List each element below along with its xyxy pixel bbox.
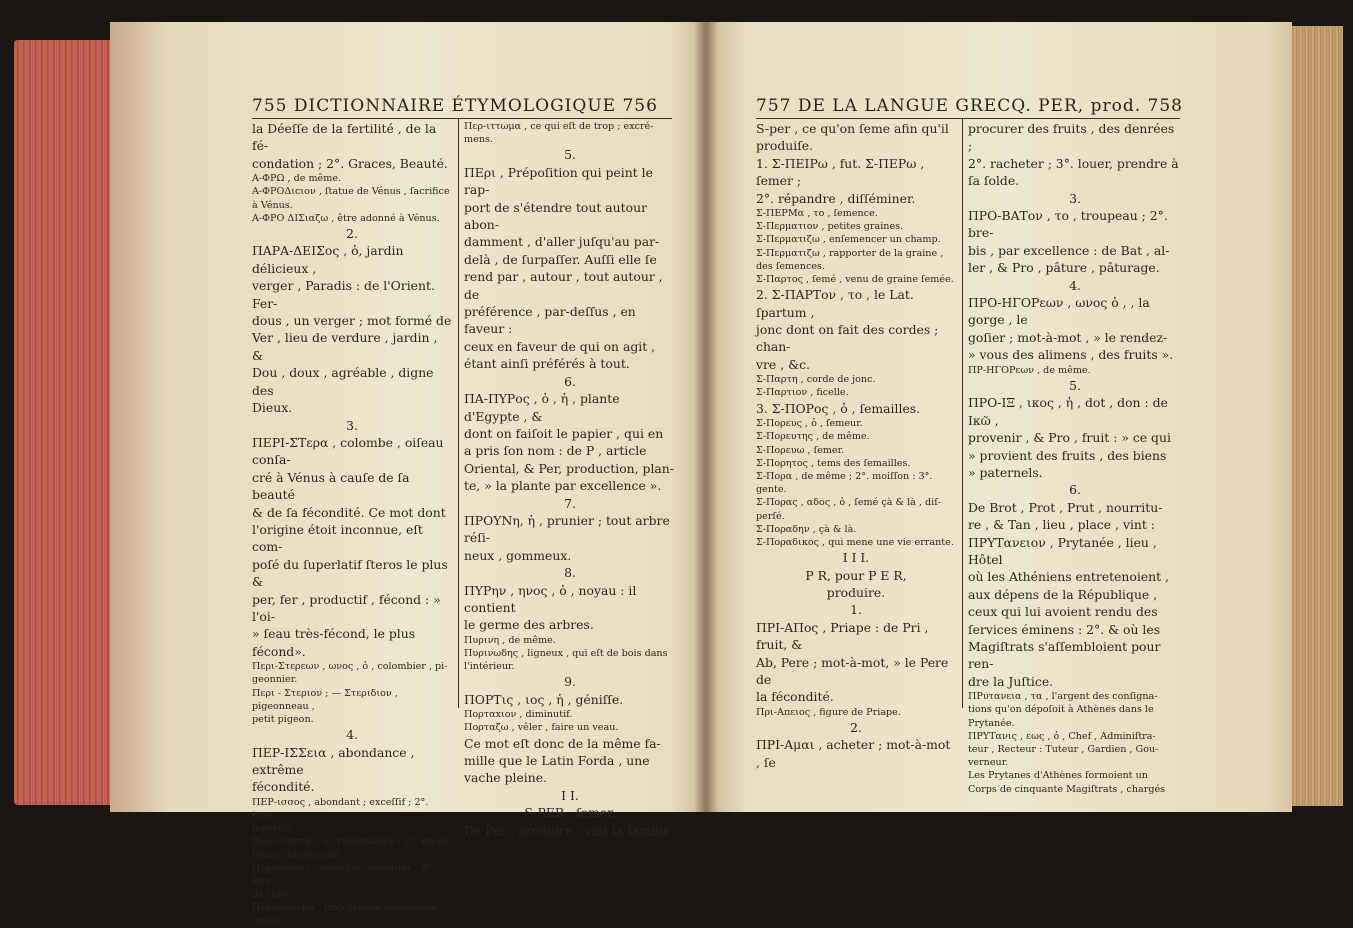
left-running-header: 755 DICTIONNAIRE ÉTYMOLOGIQUE 756 [252,96,658,116]
section-number: produire. [826,584,886,600]
text-line: ΠΕΡ-ΙΣΣεια , abondance , extrême [252,744,415,778]
text-line: procurer des fruits , des denrées ; [968,121,1175,154]
section-number: 6. [1069,482,1081,498]
sub-entry-line: Σ-Παρτιον , ficelle. [756,387,849,399]
text-line: Magiſtrats s'aſſembloient pour ren- [968,638,1161,672]
text-line: dont on faiſoit le papier , qui en [464,425,664,441]
text-line: Oriental, & Per, production, plan- [464,460,674,476]
text-line: damment , d'aller juſqu'au par- [464,234,660,250]
text-line: ΠΑ-ΠΥΡος , ὁ , ἡ , plante d'Egypte , & [464,391,620,424]
text-line: Dou , doux , agréable , digne des [252,365,434,398]
sub-entry-line: teur , Recteur : Tuteur , Gardien , Gou- [968,744,1159,756]
section-number: 6. [564,373,576,389]
header-rule [252,118,672,119]
sub-entry-line: ΠΕΡ-ισσος , abondant ; exceſſif ; 2°. trop, [252,796,429,822]
sub-entry-line: Σ-Πορευτης , de même. [756,431,870,443]
sub-entry-line: Les Prytanes d'Athènes formoient un [968,770,1148,782]
sub-entry-line: Πυρινωδης , ligneux , qui eſt de bois dans [464,647,668,659]
column-rule [458,118,459,708]
text-line: où les Athéniens entretenoient , [968,569,1169,585]
sub-entry-line: Περ-ιττωμα , ce qui eſt de trop ; excré- [464,121,654,132]
text-line: ΠΡΟ-ΗΓΟΡεων , ωνος ὁ , , la gorge , le [968,295,1150,328]
text-line: Ver , lieu de verdure , jardin , & [252,330,438,363]
section-number: 9. [564,674,576,690]
text-line: » vous des alimens , des fruits ». [968,347,1174,363]
text-line: étant ainſi préférés à tout. [464,356,630,372]
text-line: » paternels. [968,464,1043,480]
text-line: rend par , autour , tout autour , de [464,269,663,302]
text-line: De Brot , Prot , Prut , nourritu- [968,499,1163,515]
text-line: dre la Juſtice. [968,673,1054,689]
text-line: a pris ſon nom : de P , article [464,443,647,459]
text-line: préférence , par-deſſus , en faveur : [464,304,636,337]
section-number: 8. [564,565,576,581]
section-number: S-PER , ſemer. [524,805,616,821]
text-line: la Déeſſe de la fertilité , de la fé- [252,121,437,154]
left-page [110,22,706,927]
text-line: Dieux. [252,400,293,416]
section-number: 3. [346,417,358,433]
sub-entry-line: Πορταxιον , diminutif. [464,709,573,721]
text-line: poſé du ſuperlatif ſteros le plus & [252,556,448,590]
right-page [706,22,1292,812]
left-column-2 [464,120,676,839]
sub-entry-line: Πορταζω , vêler , faire un veau. [464,722,619,734]
book-gutter [694,22,718,812]
text-line: ΠΡΙ-Αμαι , acheter ; mot-à-mot , ſe [756,737,951,770]
sub-entry-line: l'intérieur. [464,661,515,673]
text-line: ΠΡΙ-ΑΠος , Priape : de Pri , fruit, & [756,619,929,653]
section-number: 2. [346,226,358,242]
text-line: ΠΟΡΤις , ιος , ἡ , géniſſe. [464,691,624,707]
text-line: ſervices éminens : 2°. & où les [968,621,1161,637]
text-line: goſier ; mot-à-mot , » le rendez- [968,329,1168,345]
section-number: 5. [1069,377,1081,393]
sub-entry-line: ΠΡυτανεια , τα , l'argent des conſigna- [968,691,1158,703]
sub-entry-line: Prytanée. [968,717,1015,729]
sub-entry-line: A-ΦΡΩ , de même. [252,173,342,185]
sub-entry-line: Περ-ισσοτης , ὁ , redondance ; 2°. excel- [252,836,450,848]
text-line: ceux en faveur de qui on agit , [464,338,656,354]
text-line: ΠΥΡην , ηνος , ὁ , noyau : il contient [464,582,637,615]
column-rule [962,118,963,708]
text-line: 2. Σ-ΠΑΡΤον , το , le Lat. ſpartum , [756,287,914,320]
right-page-edges [1285,26,1343,806]
section-number: 3. [1069,190,1081,206]
text-line: 2°. répandre , diſſéminer. [756,190,916,206]
text-line: provenir , & Pro , fruit : » ce qui [968,430,1171,446]
sub-entry-line: Σ-Παρτη , corde de jonc. [756,374,876,386]
text-line: Ab, Pere ; mot-à-mot, » le Pere de [756,654,949,687]
text-line: Ce mot eſt donc de la même fa- [464,735,661,751]
right-column-1 [756,120,956,771]
sub-entry-line: lence , ſupériorité. [252,849,343,861]
right-column-2 [968,120,1182,796]
right-running-header: 757 DE LA LANGUE GRECQ. PER, prod. 758 [756,96,1183,116]
sub-entry-line: Περι-Στερεων , ωνος , ὁ , colombier , pi- [252,661,448,673]
section-number: P R, pour P E R, [805,567,907,583]
text-line: port de s'étendre tout autour abon- [464,199,647,233]
sub-entry-line: Σ-Πορευς , ὁ , ſemeur. [756,418,863,430]
sub-entry-line: Σ-Πορητος , tems des ſemailles. [756,457,911,469]
sub-entry-line: Πυρινη , de même. [464,634,556,646]
sub-entry-line: Σ-Πορας , αδος , ὁ , ſemé çà & là , diſ- [756,497,942,509]
sub-entry-line: Σ-Παρτος , ſemé , venu de graine ſemée. [756,274,954,286]
text-line: 1. Σ-ΠΕΙΡω , fut. Σ-ΠΕΡω , ſemer ; [756,155,925,189]
text-line: per, fer , productif , fécond : » l'oi- [252,591,441,624]
text-line: produiſe. [756,138,814,154]
sub-entry-line: à Vénus. [252,199,293,211]
text-line: te, » la plante par excellence ». [464,478,662,494]
sub-entry-line: A-ΦΡΟ ΔΙΣιαζω , être adonné à Vénus. [252,212,440,224]
text-line: verger , Paradis : de l'Orient. Fer- [252,278,435,311]
section-number: I I. [561,787,579,803]
sub-entry-line: Περι - Στεριον ; — Στεριδιον , pigeonneau , [252,687,398,712]
sub-entry-line: Σ-Περματιζω , enſemencer un champ. [756,234,941,246]
text-line: ceux qui lui avoient rendu des [968,604,1158,620]
text-line: neux , gommeux. [464,547,572,563]
text-line: fécondité. [252,779,315,795]
text-line: ΠΡΟΥΝη, ἡ , prunier ; tout arbre réſi- [464,512,670,546]
section-number: 7. [564,495,576,511]
text-line: 3. Σ-ΠΟΡος , ὁ , ſemailles. [756,400,921,416]
section-number: 4. [1069,277,1081,293]
sub-entry-line: tions qu'on dépoſoit à Athènes dans le [968,704,1154,716]
sub-entry-line: des ſemences. [756,260,825,272]
section-number: I I I. [842,550,870,566]
sub-entry-line: Σ-Ποραδην , çà & là. [756,523,857,535]
sub-entry-line: ΠΡ-ΗΓΟΡεων , de même. [968,364,1091,376]
left-column-1 [252,120,452,928]
sub-entry-line: petit pigeon. [252,714,314,725]
text-line: la fécondité. [756,689,834,705]
section-number: 5. [564,147,576,163]
text-line: cré à Vénus à cauſe de ſa beauté [252,469,410,503]
text-line: & de ſa fécondité. Ce mot dont [252,504,446,520]
text-line: condation ; 2°. Graces, Beauté. [252,155,448,171]
text-line: vache pleine. [464,770,548,786]
sub-entry-line: Σ-ΠΕΡΜα , το , ſemence. [756,208,878,220]
text-line: l'origine étoit inconnue, eſt com- [252,521,423,555]
sub-entry-line: Σ-Περματιζω , rapporter de la graine , [756,247,944,259]
text-line: le germe des arbres. [464,617,594,633]
sub-entry-line: Corps de cinquante Magiſtrats , chargés [968,783,1166,795]
sub-entry-line: Σ-Πορα , de même ; 2°. moiſſon : 3°. [756,470,933,482]
text-line: mille que le Latin Forda , une [464,753,650,769]
text-line: vre , &c. [756,356,810,372]
text-line: 2°. racheter ; 3°. louer, prendre à [968,155,1179,171]
text-line: ſa ſolde. [968,173,1020,189]
sub-entry-line: Σ-Περματιον , petites graines. [756,221,904,233]
sub-entry-line: geonnier. [252,674,298,686]
sub-entry-line: perſé. [756,510,785,522]
text-line: ΠΕρι , Prépoſition qui peint le rap- [464,164,653,198]
text-line: » ſeau très-fécond, le plus fécond». [252,626,416,659]
header-rule [756,118,1180,119]
sub-entry-line: ſuperflu. [252,823,294,835]
text-line: jonc dont on fait des cordes ; chan- [756,322,939,355]
text-line: ΠΡΟ-ΙΞ , ικος , ἡ , dot , don : de Ικῶ , [968,395,1168,428]
sub-entry-line: Περ-ισσευμα , trop grande abondance , [252,902,444,914]
sub-entry-line: verneur. [968,757,1009,769]
text-line: delà , de ſurpaſſer. Auſſi elle ſe [464,251,657,267]
sub-entry-line: Σ-Πορευω , ſemer. [756,444,845,456]
sub-entry-line: de reſte. [252,889,294,901]
text-line: » provient des fruits , des biens [968,447,1167,463]
text-line: ΠΡΟ-ΒΑΤον , το , troupeau ; 2°. bre- [968,208,1168,241]
sub-entry-line: reſtes. [252,915,284,927]
sub-entry-line: Περ-ισσευω , abondor , regorger ; 2°. être [252,862,435,888]
section-number: 4. [346,727,358,743]
sub-entry-line: Πρι-Απειος , figure de Priape. [756,706,901,718]
section-number: 2. [850,719,862,735]
text-line: aux dépens de la République , [968,586,1158,602]
sub-entry-line: ΠΡΥΤανις , εως , ὁ , Chef , Adminiſtra- [968,730,1156,742]
sub-entry-line: gente. [756,484,787,496]
text-line: De Per , produire , vint la famille [464,822,671,838]
text-line: ΠΑΡΑ-ΔΕΙΣος , ὁ, jardin délicieux , [252,243,404,276]
sub-entry-line: mens. [464,134,493,146]
text-line: ler , & Pro , pâture , pâturage. [968,260,1160,276]
text-line: dous , un verger ; mot formé de [252,313,452,329]
text-line: re , & Tan , lieu , place , vint : [968,517,1155,533]
section-number: 1. [850,602,862,618]
sub-entry-line: Σ-Ποραδικος , qui mene une vie errante. [756,536,954,548]
text-line: ΠΕΡΙ-ΣΤερα , colombe , oiſeau conſa- [252,434,444,468]
text-line: bis , par excellence : de Bat , al- [968,242,1170,258]
text-line: ΠΡΥΤανειον , Prytanée , lieu , Hôtel [968,534,1157,567]
sub-entry-line: A-ΦΡΟΔιϲιον , ſtatue de Vénus , ſacrifice [252,186,450,198]
text-line: S-per , ce qu'on ſeme afin qu'il [756,121,949,136]
